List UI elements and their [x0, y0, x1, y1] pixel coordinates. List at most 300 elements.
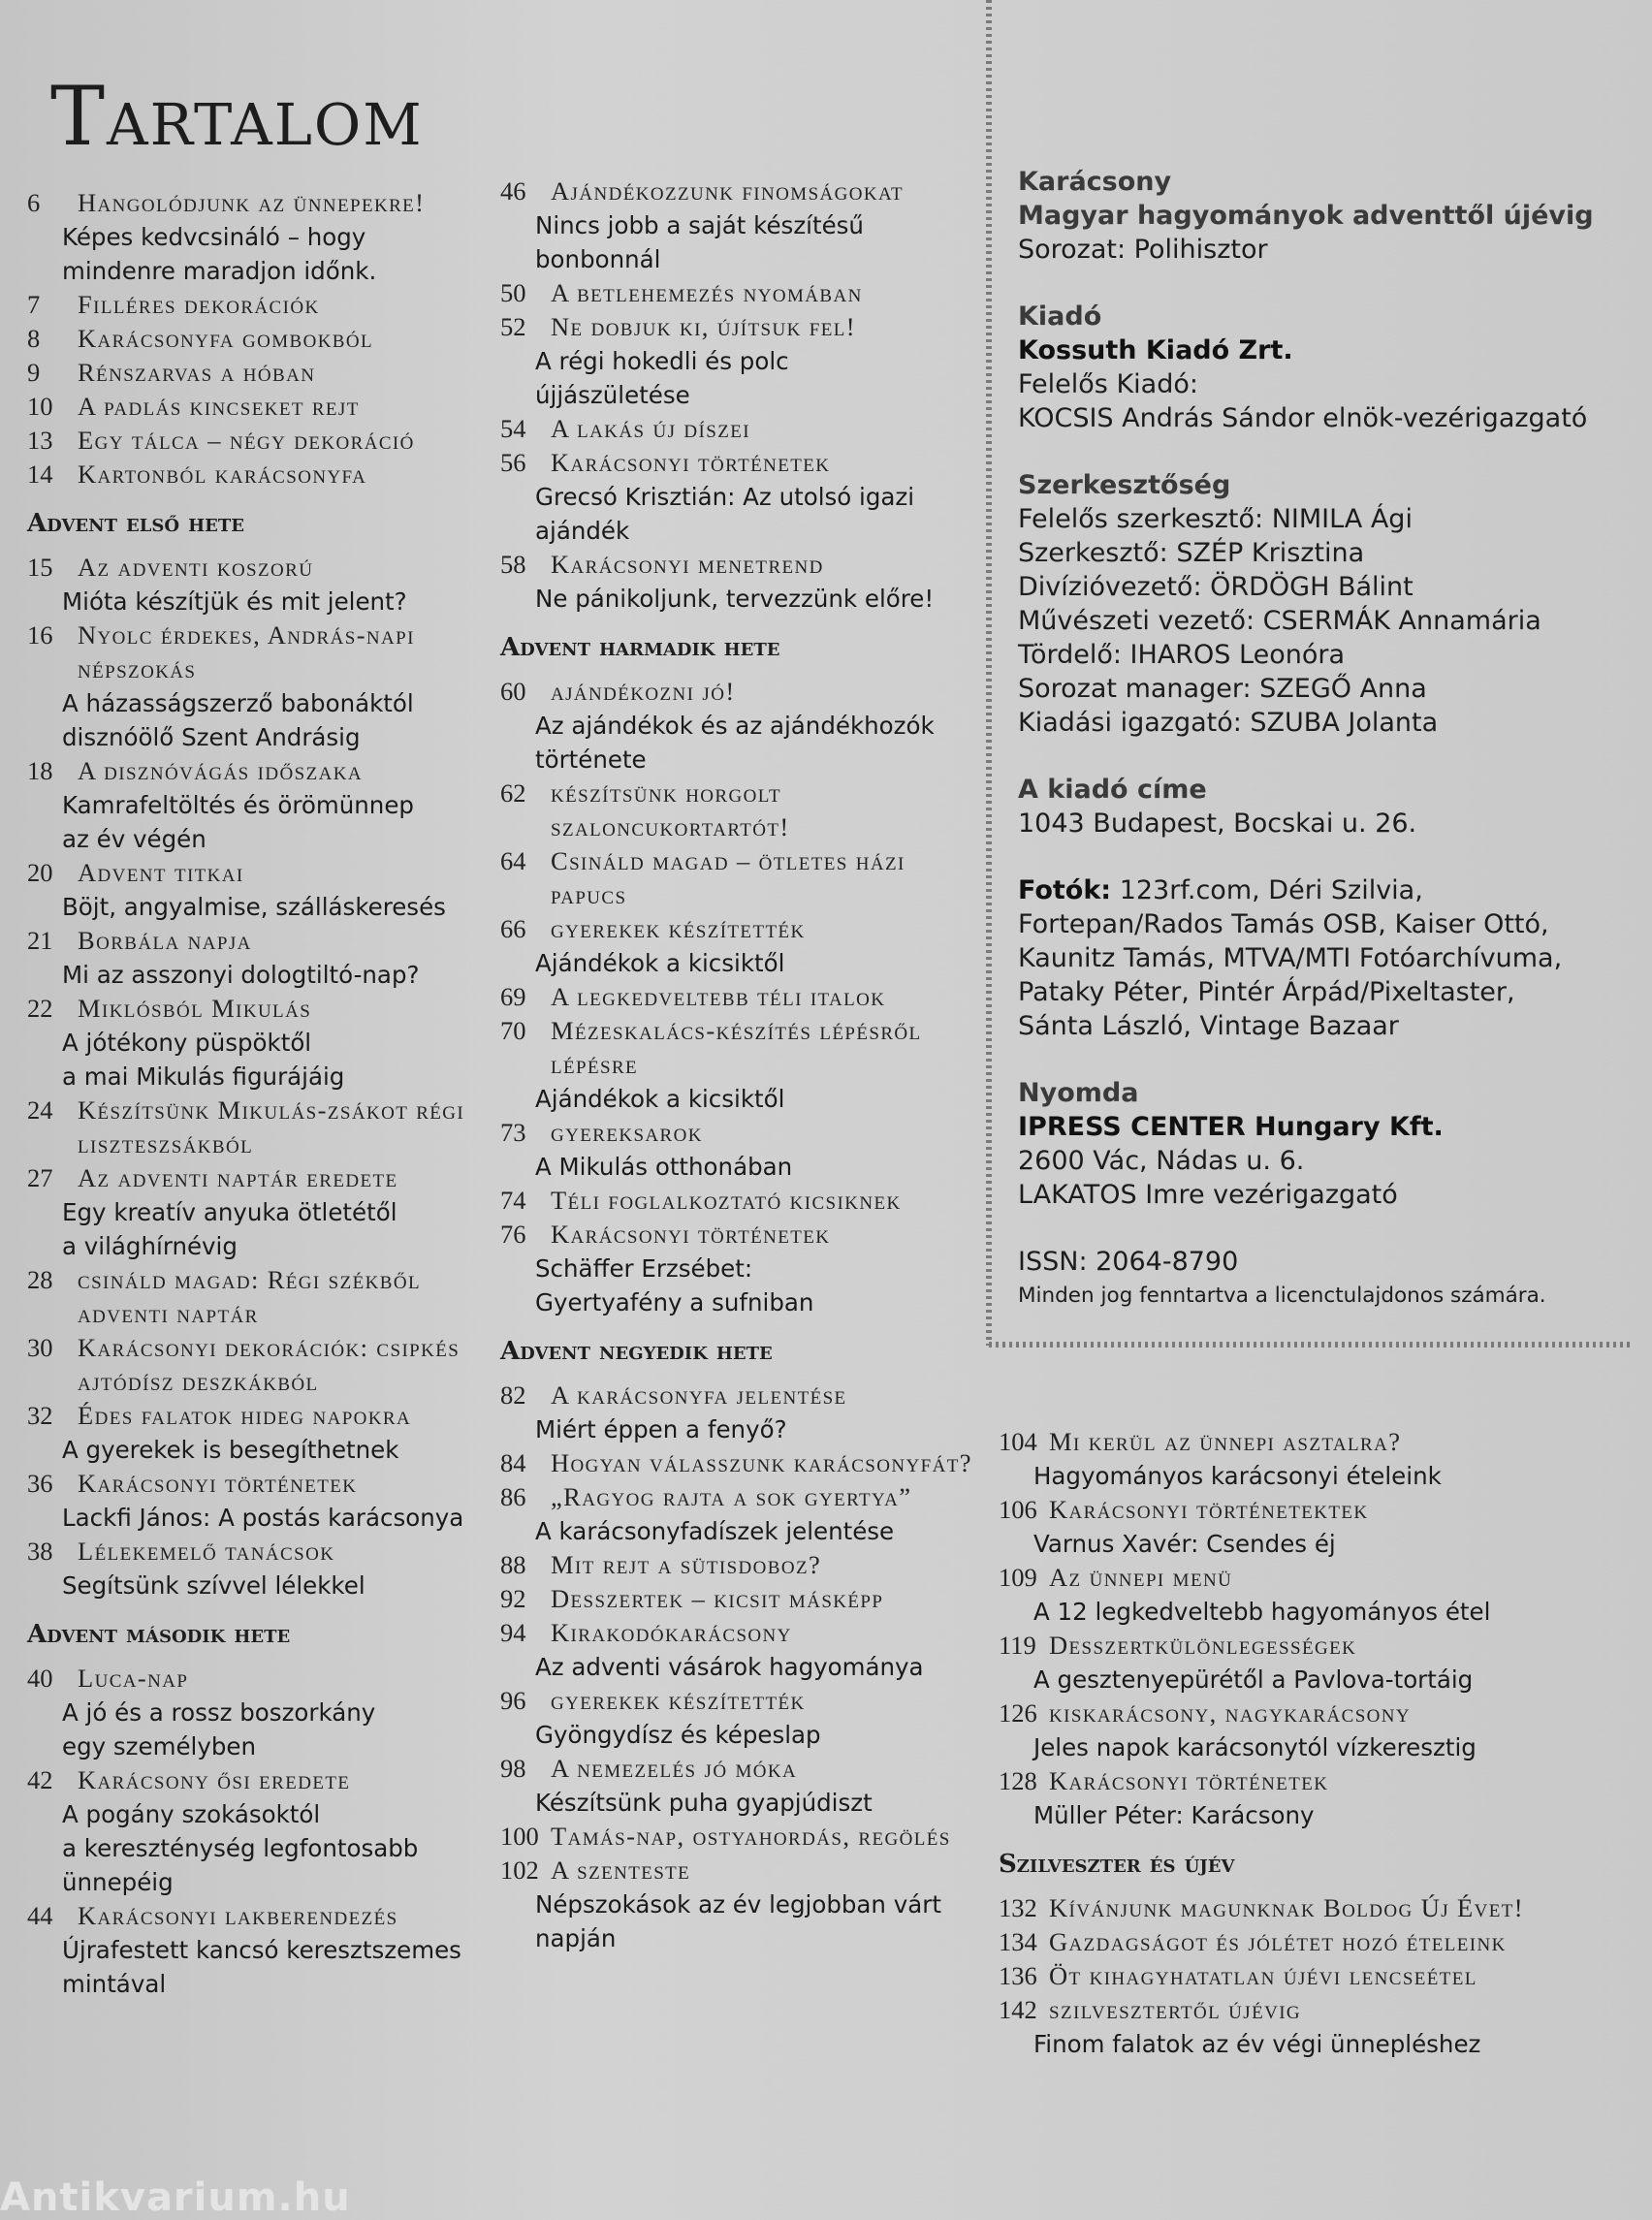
toc-entry	[999, 1993, 1629, 2061]
section-heading: Advent negyedik hete	[500, 1337, 773, 1366]
toc-entry-subtitle: Finom falatok az év végi ünnepléshez	[1033, 2030, 1481, 2058]
page-number: 73	[500, 1118, 526, 1147]
toc-entry-title: Mi kerül az ünnepi asztalra?	[1049, 1427, 1402, 1456]
toc-entry-heading	[500, 1616, 985, 1650]
colophon	[1018, 165, 1638, 1346]
page-number: 104	[999, 1427, 1037, 1456]
toc-entry-subtitle: A Mikulás otthonában	[535, 1153, 793, 1181]
page-number: 84	[500, 1448, 526, 1477]
toc-entry	[500, 1752, 985, 1820]
colophon-line: Felelős szerkesztő: NIMILA Ági	[1018, 504, 1413, 534]
toc-entry-heading	[500, 1582, 985, 1616]
toc-entry	[27, 1467, 483, 1535]
toc-entry-title: Az ünnepi menü	[1049, 1563, 1233, 1592]
page-number: 100	[500, 1822, 539, 1851]
colophon-line: LAKATOS Imre vezérigazgató	[1018, 1180, 1398, 1210]
colophon-heading: Szerkesztőség	[1018, 470, 1231, 500]
toc-entry-subtitle: Hagyományos karácsonyi ételeink	[1033, 1462, 1442, 1490]
page-number: 86	[500, 1482, 526, 1511]
toc-entry-subtitle: A jótékony püspöktől	[62, 1029, 312, 1057]
toc-entry-title: Karácsonyi lakberendezés	[78, 1901, 398, 1930]
page-number: 36	[27, 1469, 53, 1498]
toc-entry-subtitle: Gyöngydísz és képeslap	[535, 1721, 821, 1749]
colophon-line: Sorozat: Polihisztor	[1018, 235, 1268, 265]
toc-entry-title: Rénszarvas a hóban	[78, 358, 316, 387]
toc-entry-title: Karácsonyi történetek	[78, 1469, 358, 1498]
toc-entry-subtitle: Képes kedvcsináló – hogy	[62, 223, 366, 251]
colophon-line: Felelős Kiadó:	[1018, 369, 1198, 399]
toc-entry-heading	[500, 310, 985, 344]
section-heading: Advent első hete	[27, 509, 244, 538]
toc-entry-title: Desszertkülönlegességek	[1049, 1631, 1357, 1660]
page-number: 28	[27, 1265, 53, 1294]
toc-entry-heading	[27, 618, 483, 686]
toc-entry-heading	[999, 1425, 1629, 1459]
toc-entry-title: szilvesztertől újévig	[1049, 1995, 1302, 2024]
toc-entry-heading	[27, 551, 483, 585]
toc-entry-title: Öt kihagyhatatlan újévi lencseétel	[1049, 1961, 1477, 1990]
page-number: 24	[27, 1095, 53, 1125]
toc-entry-subtitle: Gyertyafény a sufniban	[535, 1288, 814, 1316]
toc-entry-heading	[999, 1697, 1629, 1730]
toc-entry-heading	[999, 1493, 1629, 1527]
toc-entry-subtitle: a világhírnévig	[62, 1232, 238, 1260]
page-number: 6	[27, 188, 41, 217]
toc-entry	[27, 754, 483, 856]
toc-entry	[27, 1662, 483, 1763]
toc-entry-heading	[27, 924, 483, 958]
toc-entry-title: Karácsonyi történetek	[1049, 1766, 1329, 1795]
toc-entry-subtitle: ünnepéig	[62, 1868, 174, 1896]
page-number: 30	[27, 1333, 53, 1362]
toc-entry-title: Nyolc érdekes, András-napi népszokás	[78, 620, 415, 683]
colophon-line: Fortepan/Rados Tamás OSB, Kaiser Ottó,	[1018, 909, 1549, 939]
colophon-line: KOCSIS András Sándor elnök-vezérigazgató	[1018, 403, 1588, 433]
toc-entry-title: Az adventi koszorú	[78, 553, 314, 582]
toc-entry-subtitle: A jó és a rossz boszorkány	[62, 1698, 376, 1727]
colophon-line: 1043 Budapest, Bocskai u. 26.	[1018, 809, 1417, 839]
page-number: 46	[500, 176, 526, 206]
toc-entry-heading	[500, 276, 985, 310]
toc-entry-title: Lélekemelő tanácsok	[78, 1537, 335, 1566]
toc-entry	[500, 548, 985, 616]
toc-entry	[500, 1684, 985, 1752]
toc-entry	[27, 458, 483, 492]
page-number: 70	[500, 1016, 526, 1045]
page-number: 106	[999, 1495, 1037, 1524]
toc-entry-subtitle: újjászületése	[535, 381, 690, 409]
colophon-line: Kaunitz Tamás, MTVA/MTI Fotóarchívuma,	[1018, 943, 1563, 973]
toc-entry-title: ajándékozni jó!	[551, 677, 736, 706]
watermark: Antikvarium.hu	[0, 2175, 351, 2220]
toc-entry-subtitle: napján	[535, 1924, 617, 1952]
toc-entry-subtitle: Újrafestett kancsó keresztszemes	[62, 1936, 461, 1964]
colophon-line: IPRESS CENTER Hungary Kft.	[1018, 1112, 1444, 1142]
page-number: 74	[500, 1186, 526, 1215]
toc-entry-title: gyerekek készítették	[551, 1686, 806, 1715]
toc-entry	[27, 1161, 483, 1263]
page-number: 7	[27, 290, 41, 319]
page-number: 98	[500, 1754, 526, 1783]
toc-entry	[500, 777, 985, 844]
toc-entry-title: A karácsonyfa jelentése	[551, 1380, 847, 1410]
toc-entry	[500, 912, 985, 980]
toc-entry-title: A szenteste	[551, 1855, 691, 1885]
page-number: 42	[27, 1765, 53, 1794]
toc-entry-title: A betlehemezés nyomában	[551, 278, 863, 307]
toc-entry-heading	[27, 1263, 483, 1331]
page-number: 88	[500, 1550, 526, 1579]
toc-entry	[500, 276, 985, 310]
page-number: 136	[999, 1961, 1037, 1990]
toc-entry	[500, 446, 985, 548]
toc-entry-subtitle: A gyerekek is besegíthetnek	[62, 1436, 399, 1464]
toc-entry-title: Karácsonyi történetek	[551, 1220, 831, 1249]
toc-column-3	[999, 1425, 1629, 2061]
toc-entry-heading	[27, 1399, 483, 1433]
page-number: 8	[27, 324, 41, 353]
toc-entry	[27, 618, 483, 754]
colophon-line: Művészeti vezető: CSERMÁK Annamária	[1018, 606, 1541, 636]
toc-entry	[27, 424, 483, 458]
toc-entry-subtitle: Miért éppen a fenyő?	[535, 1415, 787, 1443]
toc-entry-title: A padlás kincseket rejt	[78, 392, 360, 421]
toc-entry-heading	[27, 424, 483, 458]
toc-entry	[999, 1561, 1629, 1629]
page-number: 14	[27, 460, 53, 489]
toc-entry-subtitle: Mióta készítjük és mit jelent?	[62, 587, 407, 616]
toc-entry-heading	[27, 1763, 483, 1797]
toc-entry-title: készítsünk horgolt szaloncukortartót!	[551, 778, 790, 841]
toc-entry	[27, 322, 483, 356]
toc-entry	[999, 1891, 1629, 1925]
page-number: 82	[500, 1380, 526, 1410]
toc-entry-subtitle: Segítsünk szívvel lélekkel	[62, 1571, 365, 1600]
toc-entry-heading	[500, 1548, 985, 1582]
toc-entry-heading	[500, 1379, 985, 1412]
toc-entry-heading	[999, 1959, 1629, 1993]
toc-entry-title: gyereksarok	[551, 1118, 703, 1147]
colophon-line: Minden jog fenntartva a licenctulajdonos számára.	[1018, 1284, 1546, 1308]
colophon-heading: Karácsony	[1018, 167, 1172, 197]
section-heading: Advent harmadik hete	[500, 633, 780, 662]
toc-entry-heading	[27, 992, 483, 1026]
toc-entry	[27, 1899, 483, 2001]
toc-entry	[27, 1331, 483, 1399]
toc-entry-title: Hangolódjunk az ünnepekre!	[78, 188, 426, 217]
page-number: 132	[999, 1893, 1037, 1922]
toc-entry-heading	[27, 322, 483, 356]
toc-entry-subtitle: Ajándékok a kicsiktől	[535, 1085, 785, 1113]
toc-entry	[500, 1014, 985, 1116]
colophon-block	[1018, 1245, 1638, 1313]
colophon-block	[1018, 773, 1638, 840]
toc-entry	[999, 1697, 1629, 1764]
toc-entry	[500, 1446, 985, 1480]
toc-entry-heading	[500, 1014, 985, 1082]
page-number: 54	[500, 414, 526, 443]
toc-entry	[27, 1763, 483, 1899]
page-number: 109	[999, 1563, 1037, 1592]
toc-entry-title: A nemezelés jó móka	[551, 1754, 798, 1783]
toc-entry-title: Téli foglalkoztató kicsiknek	[551, 1186, 902, 1215]
toc-entry-title: Az adventi naptár eredete	[78, 1163, 398, 1192]
toc-entry-heading	[500, 675, 985, 709]
toc-entry-subtitle: Jeles napok karácsonytól vízkeresztig	[1033, 1733, 1477, 1761]
toc-entry-title: Tamás-nap, ostyahordás, regölés	[551, 1822, 951, 1851]
toc-entry-subtitle: Grecsó Krisztián: Az utolsó igazi	[535, 483, 915, 511]
toc-entry	[500, 412, 985, 446]
toc-entry-title: kiskarácsony, nagykarácsony	[1049, 1698, 1412, 1728]
toc-entry-subtitle: Böjt, angyalmise, szálláskeresés	[62, 893, 446, 921]
page-number: 16	[27, 620, 53, 650]
toc-entry-heading	[999, 1993, 1629, 2027]
toc-entry-heading	[500, 1854, 985, 1887]
toc-entry-title: csináld magad: Régi székből adventi naptár	[78, 1265, 421, 1328]
page-number: 94	[500, 1618, 526, 1647]
colophon-line: Pataky Péter, Pintér Árpád/Pixeltaster,	[1018, 977, 1515, 1007]
page-number: 92	[500, 1584, 526, 1613]
page-number: 38	[27, 1537, 53, 1566]
toc-entry-heading	[500, 1184, 985, 1218]
toc-entry-title: A lakás új díszei	[551, 414, 750, 443]
toc-entry-heading	[27, 390, 483, 424]
page-number: 10	[27, 392, 53, 421]
page-number: 96	[500, 1686, 526, 1715]
toc-entry	[27, 924, 483, 992]
toc-entry-heading	[27, 856, 483, 890]
page-number: 44	[27, 1901, 53, 1930]
page-number: 32	[27, 1401, 53, 1430]
toc-entry-heading	[500, 174, 985, 208]
colophon-block	[1018, 873, 1638, 1043]
toc-entry-heading	[500, 548, 985, 582]
toc-entry	[999, 1925, 1629, 1959]
toc-entry-heading	[27, 754, 483, 788]
toc-entry-title: Desszertek – kicsit másképp	[551, 1584, 884, 1613]
page-number: 102	[500, 1855, 539, 1885]
colophon-line: Sánta László, Vintage Bazaar	[1018, 1011, 1399, 1041]
toc-entry-subtitle: egy személyben	[62, 1732, 257, 1760]
toc-entry	[500, 1854, 985, 1955]
colophon-heading: Magyar hagyományok adventtől újévig	[1018, 201, 1594, 231]
toc-entry-subtitle: Készítsünk puha gyapjúdiszt	[535, 1789, 873, 1817]
toc-entry	[500, 1548, 985, 1582]
toc-entry-title: Karácsonyi dekorációk: csipkés ajtódísz deszkákból	[78, 1333, 461, 1396]
toc-entry-subtitle: A 12 legkedveltebb hagyományos étel	[1033, 1598, 1491, 1626]
toc-entry	[27, 390, 483, 424]
toc-entry-heading	[27, 1535, 483, 1569]
toc-entry	[27, 1399, 483, 1467]
colophon-line: Tördelő: IHAROS Leonóra	[1018, 640, 1345, 670]
colophon-line	[1018, 873, 1638, 907]
toc-entry-subtitle: Az ajándékok és az ajándékhozók	[535, 712, 935, 740]
toc-entry	[999, 1493, 1629, 1561]
page-number: 64	[500, 846, 526, 875]
toc-entry-title: Édes falatok hideg napokra	[78, 1401, 412, 1430]
toc-entry-title: „Ragyog rajta a sok gyertya”	[551, 1482, 912, 1511]
toc-entry-subtitle: A gesztenyepürétől a Pavlova-tortáig	[1033, 1665, 1474, 1694]
toc-entry-title: Mézeskalács-készítés lépésről lépésre	[551, 1016, 922, 1079]
colophon-block	[1018, 165, 1638, 267]
page-number: 40	[27, 1664, 53, 1693]
page-number: 52	[500, 312, 526, 341]
toc-entry-heading	[500, 1446, 985, 1480]
colophon-line: Sorozat manager: SZEGŐ Anna	[1018, 674, 1427, 704]
toc-entry-subtitle: A régi hokedli és polc	[535, 347, 789, 375]
toc-entry-title: Hogyan válasszunk karácsonyfát?	[551, 1448, 972, 1477]
toc-entry-title: Luca-nap	[78, 1664, 189, 1693]
toc-entry-title: A disznóvágás időszaka	[78, 756, 363, 785]
toc-entry-subtitle: Müller Péter: Karácsony	[1033, 1801, 1315, 1829]
toc-entry	[27, 186, 483, 288]
toc-entry-heading	[27, 1094, 483, 1161]
toc-entry	[27, 551, 483, 618]
page-number: 66	[500, 914, 526, 943]
toc-entry-title: Kartonból karácsonyfa	[78, 460, 367, 489]
toc-entry-heading	[27, 1467, 483, 1501]
colophon-block	[1018, 468, 1638, 740]
toc-entry-title: Kirakodókarácsony	[551, 1618, 792, 1647]
toc-entry	[500, 174, 985, 276]
toc-entry-subtitle: az év végén	[62, 825, 206, 853]
toc-entry-title: Karácsonyi menetrend	[551, 550, 824, 579]
page-number: 9	[27, 358, 41, 387]
toc-entry-title: Egy tálca – négy dekoráció	[78, 426, 415, 455]
toc-entry-title: Borbála napja	[78, 926, 252, 955]
toc-entry	[500, 1218, 985, 1319]
toc-entry-heading	[999, 1891, 1629, 1925]
toc-entry-heading	[27, 1331, 483, 1399]
colophon-line: Kiadási igazgató: SZUBA Jolanta	[1018, 708, 1439, 738]
toc-entry-title: Készítsünk Mikulás-zsákot régi liszteszsákból	[78, 1095, 465, 1158]
toc-entry-subtitle: Népszokások az év legjobban várt	[535, 1890, 941, 1919]
colophon-block	[1018, 1076, 1638, 1212]
toc-entry-title: Karácsony ősi eredete	[78, 1765, 351, 1794]
colophon-heading: Kiadó	[1018, 301, 1102, 332]
dotted-divider-vertical	[986, 0, 992, 1346]
page-number: 27	[27, 1163, 53, 1192]
colophon-heading: A kiadó címe	[1018, 775, 1207, 805]
toc-entry-title: Mit rejt a sütisdoboz?	[551, 1550, 822, 1579]
toc-entry	[27, 1535, 483, 1602]
toc-entry-title: Kívánjunk magunknak Boldog Új Évet!	[1049, 1893, 1524, 1922]
toc-entry	[500, 844, 985, 912]
toc-entry	[27, 1263, 483, 1331]
toc-entry-heading	[27, 1662, 483, 1696]
page-title: Tartalom	[50, 69, 424, 164]
toc-entry-heading	[999, 1561, 1629, 1595]
toc-entry-heading	[27, 288, 483, 322]
page-number: 15	[27, 553, 53, 582]
toc-entry-heading	[500, 1684, 985, 1718]
colophon-line: Szerkesztő: SZÉP Krisztina	[1018, 538, 1365, 568]
toc-entry-heading	[999, 1925, 1629, 1959]
toc-column-1	[27, 186, 483, 2001]
toc-entry-subtitle: Ne pánikoljunk, tervezzünk előre!	[535, 585, 935, 613]
toc-entry-heading	[27, 356, 483, 390]
toc-entry-subtitle: Ajándékok a kicsiktől	[535, 949, 785, 977]
toc-entry-heading	[500, 1752, 985, 1786]
toc-entry-subtitle: a kereszténység legfontosabb	[62, 1834, 419, 1862]
toc-entry	[500, 1116, 985, 1184]
toc-entry-subtitle: mindenre maradjon időnk.	[62, 257, 377, 285]
toc-entry-heading	[999, 1629, 1629, 1663]
page-number: 60	[500, 677, 526, 706]
toc-entry-title: Gazdagságot és jólétet hozó ételeink	[1049, 1927, 1507, 1956]
page-number: 22	[27, 994, 53, 1023]
toc-entry-subtitle: Kamrafeltöltés és örömünnep	[62, 791, 414, 819]
toc-entry-title: Karácsonyi történetek	[551, 448, 831, 477]
colophon-line: ISSN: 2064-8790	[1018, 1247, 1239, 1277]
toc-entry-title: gyerekek készítették	[551, 914, 806, 943]
toc-entry	[500, 1582, 985, 1616]
toc-entry-subtitle: Mi az asszonyi dologtiltó-nap?	[62, 961, 420, 989]
toc-entry-subtitle: bonbonnál	[535, 245, 661, 273]
toc-entry-subtitle: Nincs jobb a saját készítésű	[535, 211, 864, 239]
page-number: 20	[27, 858, 53, 887]
toc-entry-title: Filléres dekorációk	[78, 290, 320, 319]
toc-entry-subtitle: története	[535, 745, 647, 774]
toc-entry-heading	[500, 1218, 985, 1252]
colophon-line: Divízióvezető: ÖRDÖGH Bálint	[1018, 572, 1414, 602]
toc-entry	[27, 356, 483, 390]
page-number: 62	[500, 778, 526, 808]
page-number: 58	[500, 550, 526, 579]
toc-entry-heading	[27, 1899, 483, 1933]
toc-entry	[500, 1480, 985, 1548]
toc-entry-heading	[500, 446, 985, 480]
colophon-line: Kossuth Kiadó Zrt.	[1018, 335, 1293, 365]
colophon-line: 2600 Vác, Nádas u. 6.	[1018, 1146, 1305, 1176]
toc-entry	[500, 310, 985, 412]
toc-entry-subtitle: Schäffer Erzsébet:	[535, 1254, 753, 1283]
toc-entry	[27, 1094, 483, 1161]
page-number: 69	[500, 982, 526, 1011]
photos-credits: 123rf.com, Déri Szilvia,	[1119, 875, 1423, 905]
page-number: 13	[27, 426, 53, 455]
toc-entry-subtitle: Varnus Xavér: Csendes éj	[1033, 1530, 1336, 1558]
colophon-block	[1018, 300, 1638, 435]
toc-entry	[999, 1629, 1629, 1697]
page-number: 119	[999, 1631, 1036, 1660]
toc-entry-subtitle: disznóölő Szent Andrásig	[62, 723, 361, 751]
section-heading: Advent második hete	[27, 1620, 291, 1649]
toc-entry-heading	[500, 980, 985, 1014]
toc-entry-title: Miklósból Mikulás	[78, 994, 312, 1023]
toc-entry-heading	[500, 1820, 985, 1854]
toc-entry-title: Karácsonyfa gombokból	[78, 324, 374, 353]
toc-entry-title: Csináld magad – ötletes házi papucs	[551, 846, 905, 909]
page-number: 56	[500, 448, 526, 477]
toc-entry-heading	[27, 1161, 483, 1195]
page-number: 126	[999, 1698, 1037, 1728]
toc-entry	[999, 1959, 1629, 1993]
toc-entry-heading	[999, 1764, 1629, 1798]
toc-entry-subtitle: A pogány szokásoktól	[62, 1800, 321, 1828]
toc-entry	[999, 1425, 1629, 1493]
toc-entry	[500, 1184, 985, 1218]
toc-entry-subtitle: Az adventi vásárok hagyománya	[535, 1653, 924, 1681]
toc-entry	[500, 1616, 985, 1684]
page-number: 128	[999, 1766, 1037, 1795]
toc-entry-title: Advent titkai	[78, 858, 244, 887]
section-heading: Szilveszter és újév	[999, 1850, 1235, 1879]
toc-entry	[27, 856, 483, 924]
colophon-heading: Nyomda	[1018, 1078, 1139, 1108]
toc-entry-heading	[27, 186, 483, 220]
toc-entry-heading	[500, 1116, 985, 1150]
